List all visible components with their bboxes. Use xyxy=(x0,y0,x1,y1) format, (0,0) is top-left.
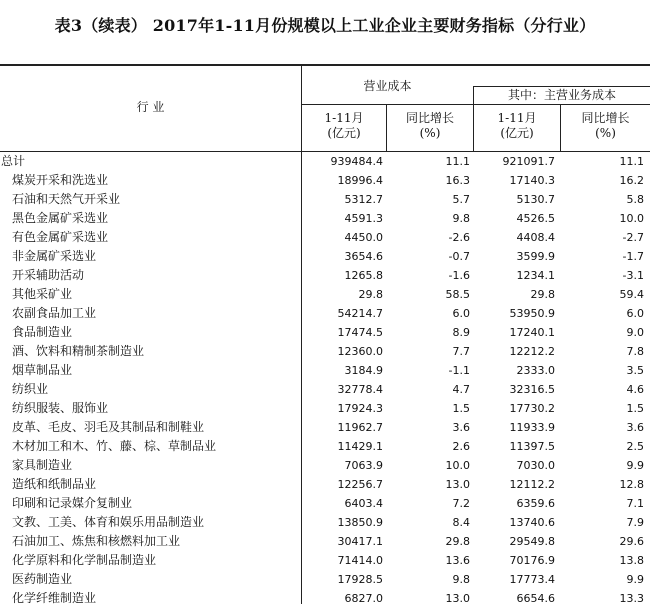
row-industry: 造纸和纸制品业 xyxy=(12,477,97,491)
row-operating-cost-growth: 29.8 xyxy=(445,535,470,548)
header-col2-line2: (%) xyxy=(419,126,441,140)
row-operating-cost-growth: 13.0 xyxy=(445,478,470,491)
row-industry: 有色金属矿采选业 xyxy=(12,230,109,244)
header-sub-rule xyxy=(473,86,650,87)
table-row xyxy=(0,475,650,494)
table-row xyxy=(0,399,650,418)
table-row xyxy=(0,380,650,399)
table-row xyxy=(0,551,650,570)
row-industry: 非金属矿采选业 xyxy=(12,249,97,263)
row-industry: 农副食品加工业 xyxy=(12,306,97,320)
header-col3 xyxy=(474,111,560,141)
row-main-cost: 17730.2 xyxy=(509,402,555,415)
header-operating-cost: 营业成本 xyxy=(363,79,412,93)
row-main-cost-growth: -2.7 xyxy=(622,231,644,244)
header-col4 xyxy=(561,111,650,141)
row-main-cost-growth: 13.8 xyxy=(619,554,644,567)
row-industry: 印刷和记录媒介复制业 xyxy=(12,496,133,510)
row-main-cost: 70176.9 xyxy=(509,554,555,567)
row-operating-cost-growth: 5.7 xyxy=(452,193,470,206)
table-row xyxy=(0,494,650,513)
row-main-cost: 11397.5 xyxy=(509,440,555,453)
table-header xyxy=(0,64,650,152)
table-row xyxy=(0,285,650,304)
row-industry: 酒、饮料和精制茶制造业 xyxy=(12,344,145,358)
header-col1-line1: 1-11月 xyxy=(324,111,364,125)
row-operating-cost: 7063.9 xyxy=(344,459,383,472)
row-operating-cost: 17928.5 xyxy=(337,573,383,586)
table-row xyxy=(0,266,650,285)
header-col2 xyxy=(387,111,473,141)
row-operating-cost: 71414.0 xyxy=(337,554,383,567)
row-operating-cost-growth: 1.5 xyxy=(452,402,470,415)
row-industry: 石油加工、炼焦和核燃料加工业 xyxy=(12,534,181,548)
row-main-cost: 7030.0 xyxy=(516,459,555,472)
row-main-cost: 5130.7 xyxy=(516,193,555,206)
row-main-cost: 6359.6 xyxy=(516,497,555,510)
row-industry: 纺织服装、服饰业 xyxy=(12,401,109,415)
row-operating-cost-growth: 58.5 xyxy=(445,288,470,301)
row-operating-cost-growth: 7.2 xyxy=(452,497,470,510)
row-main-cost: 12112.2 xyxy=(509,478,555,491)
row-main-cost: 32316.5 xyxy=(509,383,555,396)
row-main-cost-growth: 29.6 xyxy=(619,535,644,548)
row-operating-cost-growth: 6.0 xyxy=(452,307,470,320)
header-col3-line1: 1-11月 xyxy=(497,111,537,125)
page-title: 表3（续表） 2017年1-11月份规模以上工业企业主要财务指标（分行业） xyxy=(54,16,596,35)
row-main-cost: 13740.6 xyxy=(509,516,555,529)
header-top-rule xyxy=(0,64,650,66)
row-main-cost-growth: 3.5 xyxy=(626,364,644,377)
row-main-cost: 3599.9 xyxy=(516,250,555,263)
row-operating-cost: 11962.7 xyxy=(337,421,383,434)
row-main-cost-growth: 7.8 xyxy=(626,345,644,358)
row-main-cost-growth: 13.3 xyxy=(619,592,644,605)
table-row xyxy=(0,304,650,323)
table-row xyxy=(0,418,650,437)
row-operating-cost: 12360.0 xyxy=(337,345,383,358)
table-row xyxy=(0,247,650,266)
table-body xyxy=(0,152,650,608)
row-industry: 纺织业 xyxy=(12,382,49,396)
row-main-cost-growth: 1.5 xyxy=(626,402,644,415)
row-operating-cost: 54214.7 xyxy=(337,307,383,320)
row-operating-cost-growth: 13.6 xyxy=(445,554,470,567)
row-main-cost: 17240.1 xyxy=(509,326,555,339)
row-operating-cost: 3184.9 xyxy=(344,364,383,377)
row-operating-cost: 13850.9 xyxy=(337,516,383,529)
row-operating-cost: 32778.4 xyxy=(337,383,383,396)
table-row xyxy=(0,437,650,456)
row-industry: 化学纤维制造业 xyxy=(12,591,97,605)
row-main-cost-growth: 5.8 xyxy=(626,193,644,206)
row-main-cost-growth: 6.0 xyxy=(626,307,644,320)
row-operating-cost-growth: -0.7 xyxy=(448,250,470,263)
row-main-cost: 1234.1 xyxy=(516,269,555,282)
row-operating-cost-growth: 16.3 xyxy=(445,174,470,187)
row-main-cost-growth: 9.0 xyxy=(626,326,644,339)
row-main-cost-growth: 2.5 xyxy=(626,440,644,453)
row-main-cost-growth: 11.1 xyxy=(619,155,644,168)
table-row xyxy=(0,570,650,589)
row-industry: 文教、工美、体育和娱乐用品制造业 xyxy=(12,515,205,529)
table-row xyxy=(0,323,650,342)
row-industry: 化学原料和化学制品制造业 xyxy=(12,553,157,567)
row-main-cost-growth: 9.9 xyxy=(626,573,644,586)
row-operating-cost: 939484.4 xyxy=(330,155,383,168)
row-operating-cost-growth: 9.8 xyxy=(452,573,470,586)
row-main-cost-growth: 16.2 xyxy=(619,174,644,187)
row-operating-cost-growth: 11.1 xyxy=(445,155,470,168)
row-operating-cost-growth: 9.8 xyxy=(452,212,470,225)
body-divider-industry xyxy=(301,152,302,604)
row-main-cost: 6654.6 xyxy=(516,592,555,605)
row-industry: 家具制造业 xyxy=(12,458,73,472)
header-col1 xyxy=(302,111,386,141)
row-operating-cost-growth: 13.0 xyxy=(445,592,470,605)
row-operating-cost-growth: 7.7 xyxy=(452,345,470,358)
table-row xyxy=(0,190,650,209)
row-main-cost: 12212.2 xyxy=(509,345,555,358)
row-main-cost: 4408.4 xyxy=(516,231,555,244)
header-col4-line2: (%) xyxy=(595,126,616,140)
row-industry: 开采辅助活动 xyxy=(12,268,85,282)
row-operating-cost-growth: 8.4 xyxy=(452,516,470,529)
row-main-cost: 53950.9 xyxy=(509,307,555,320)
table-row xyxy=(0,342,650,361)
row-main-cost-growth: 10.0 xyxy=(619,212,644,225)
row-operating-cost: 3654.6 xyxy=(344,250,383,263)
row-industry: 黑色金属矿采选业 xyxy=(12,211,109,225)
table-row xyxy=(0,589,650,608)
row-main-cost: 29549.8 xyxy=(509,535,555,548)
row-operating-cost-growth: -2.6 xyxy=(448,231,470,244)
table-row xyxy=(0,361,650,380)
header-col1-line2: (亿元) xyxy=(327,126,361,140)
row-operating-cost: 4450.0 xyxy=(344,231,383,244)
row-operating-cost-growth: 8.9 xyxy=(452,326,470,339)
row-main-cost-growth: -1.7 xyxy=(622,250,644,263)
row-main-cost-growth: 3.6 xyxy=(626,421,644,434)
row-main-cost-growth: 12.8 xyxy=(619,478,644,491)
row-operating-cost: 17924.3 xyxy=(337,402,383,415)
row-industry: 木材加工和木、竹、藤、棕、草制品业 xyxy=(12,439,217,453)
row-operating-cost-growth: -1.1 xyxy=(448,364,470,377)
row-main-cost: 17773.4 xyxy=(509,573,555,586)
table-row xyxy=(0,456,650,475)
row-main-cost: 17140.3 xyxy=(509,174,555,187)
row-operating-cost-growth: 2.6 xyxy=(452,440,470,453)
row-operating-cost-growth: 10.0 xyxy=(445,459,470,472)
row-main-cost-growth: 4.6 xyxy=(626,383,644,396)
row-main-cost: 2333.0 xyxy=(516,364,555,377)
header-mid-rule xyxy=(302,104,650,105)
row-industry: 医药制造业 xyxy=(12,572,73,586)
row-industry: 烟草制品业 xyxy=(12,363,73,377)
table-row xyxy=(0,152,650,171)
row-industry: 总计 xyxy=(1,154,26,168)
row-industry: 其他采矿业 xyxy=(12,287,73,301)
header-industry: 行 业 xyxy=(136,100,165,114)
table-row xyxy=(0,171,650,190)
row-operating-cost: 17474.5 xyxy=(337,326,383,339)
header-col3-line2: (亿元) xyxy=(500,126,534,140)
row-operating-cost: 12256.7 xyxy=(337,478,383,491)
table-row xyxy=(0,209,650,228)
row-operating-cost: 29.8 xyxy=(358,288,383,301)
row-main-cost-growth: 7.1 xyxy=(626,497,644,510)
row-main-cost: 4526.5 xyxy=(516,212,555,225)
row-main-cost: 29.8 xyxy=(530,288,555,301)
row-industry: 石油和天然气开采业 xyxy=(12,192,121,206)
row-main-cost: 921091.7 xyxy=(502,155,555,168)
row-operating-cost: 1265.8 xyxy=(344,269,383,282)
row-industry: 煤炭开采和洗选业 xyxy=(12,173,109,187)
table-row xyxy=(0,532,650,551)
row-main-cost: 11933.9 xyxy=(509,421,555,434)
row-operating-cost: 6403.4 xyxy=(344,497,383,510)
table-row xyxy=(0,513,650,532)
row-operating-cost-growth: 4.7 xyxy=(452,383,470,396)
header-main-business-cost: 其中：主营业务成本 xyxy=(507,88,616,102)
row-operating-cost: 30417.1 xyxy=(337,535,383,548)
row-operating-cost-growth: 3.6 xyxy=(452,421,470,434)
row-operating-cost: 4591.3 xyxy=(344,212,383,225)
row-operating-cost: 18996.4 xyxy=(337,174,383,187)
header-col2-line1: 同比增长 xyxy=(405,111,454,125)
row-main-cost-growth: 9.9 xyxy=(626,459,644,472)
row-operating-cost: 5312.7 xyxy=(344,193,383,206)
row-industry: 食品制造业 xyxy=(12,325,73,339)
row-industry: 皮革、毛皮、羽毛及其制品和制鞋业 xyxy=(12,420,205,434)
row-operating-cost: 6827.0 xyxy=(344,592,383,605)
row-main-cost-growth: 7.9 xyxy=(626,516,644,529)
table-row xyxy=(0,228,650,247)
row-operating-cost-growth: -1.6 xyxy=(448,269,470,282)
row-operating-cost: 11429.1 xyxy=(337,440,383,453)
header-col4-line1: 同比增长 xyxy=(581,111,630,125)
row-main-cost-growth: -3.1 xyxy=(622,269,644,282)
row-main-cost-growth: 59.4 xyxy=(619,288,644,301)
